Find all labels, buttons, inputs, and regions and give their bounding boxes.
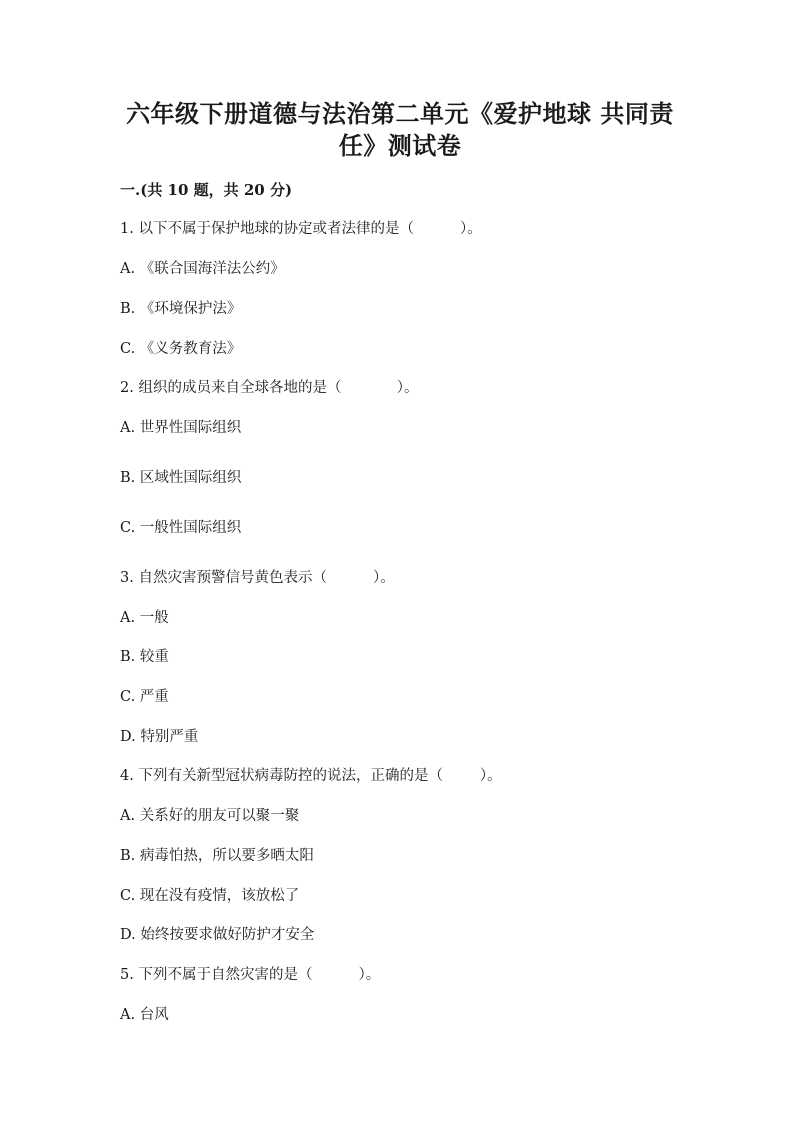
question-1-option-c: C. 《义务教育法》	[120, 341, 242, 357]
question-2-option-b: B. 区域性国际组织	[120, 470, 242, 486]
question-3-stem: 3. 自然灾害预警信号黄色表示（ ）。	[120, 570, 395, 586]
question-4-option-d: D. 始终按要求做好防护才安全	[120, 927, 315, 943]
question-2-stem: 2. 组织的成员来自全球各地的是（ ）。	[120, 380, 419, 396]
page-title-line-1: 六年级下册道德与法治第二单元《爱护地球 共同责	[126, 99, 674, 128]
question-2-option-a: A. 世界性国际组织	[120, 420, 242, 436]
question-1-option-b: B. 《环境保护法》	[120, 301, 242, 317]
question-4-stem: 4. 下列有关新型冠状病毒防控的说法，正确的是（ ）。	[120, 768, 502, 784]
page-title-line-2: 任》测试卷	[338, 131, 462, 160]
question-5-stem: 5. 下列不属于自然灾害的是（ ）。	[120, 967, 381, 983]
question-1-option-a: A. 《联合国海洋法公约》	[120, 261, 285, 277]
question-3-option-c: C. 严重	[120, 689, 169, 705]
question-3-option-d: D. 特别严重	[120, 729, 199, 745]
question-5-option-a: A. 台风	[120, 1007, 169, 1023]
question-3-option-b: B. 较重	[120, 649, 169, 665]
question-4-option-c: C. 现在没有疫情，该放松了	[120, 888, 300, 904]
question-2-option-c: C. 一般性国际组织	[120, 520, 242, 536]
question-4-option-b: B. 病毒怕热，所以要多晒太阳	[120, 848, 314, 864]
question-1-stem: 1. 以下不属于保护地球的协定或者法律的是（ ）。	[120, 221, 482, 237]
section-heading: 一.(共 10 题，共 20 分)	[120, 181, 293, 199]
question-3-option-a: A. 一般	[120, 610, 169, 626]
page-title	[110, 98, 690, 162]
question-4-option-a: A. 关系好的朋友可以聚一聚	[120, 808, 300, 824]
